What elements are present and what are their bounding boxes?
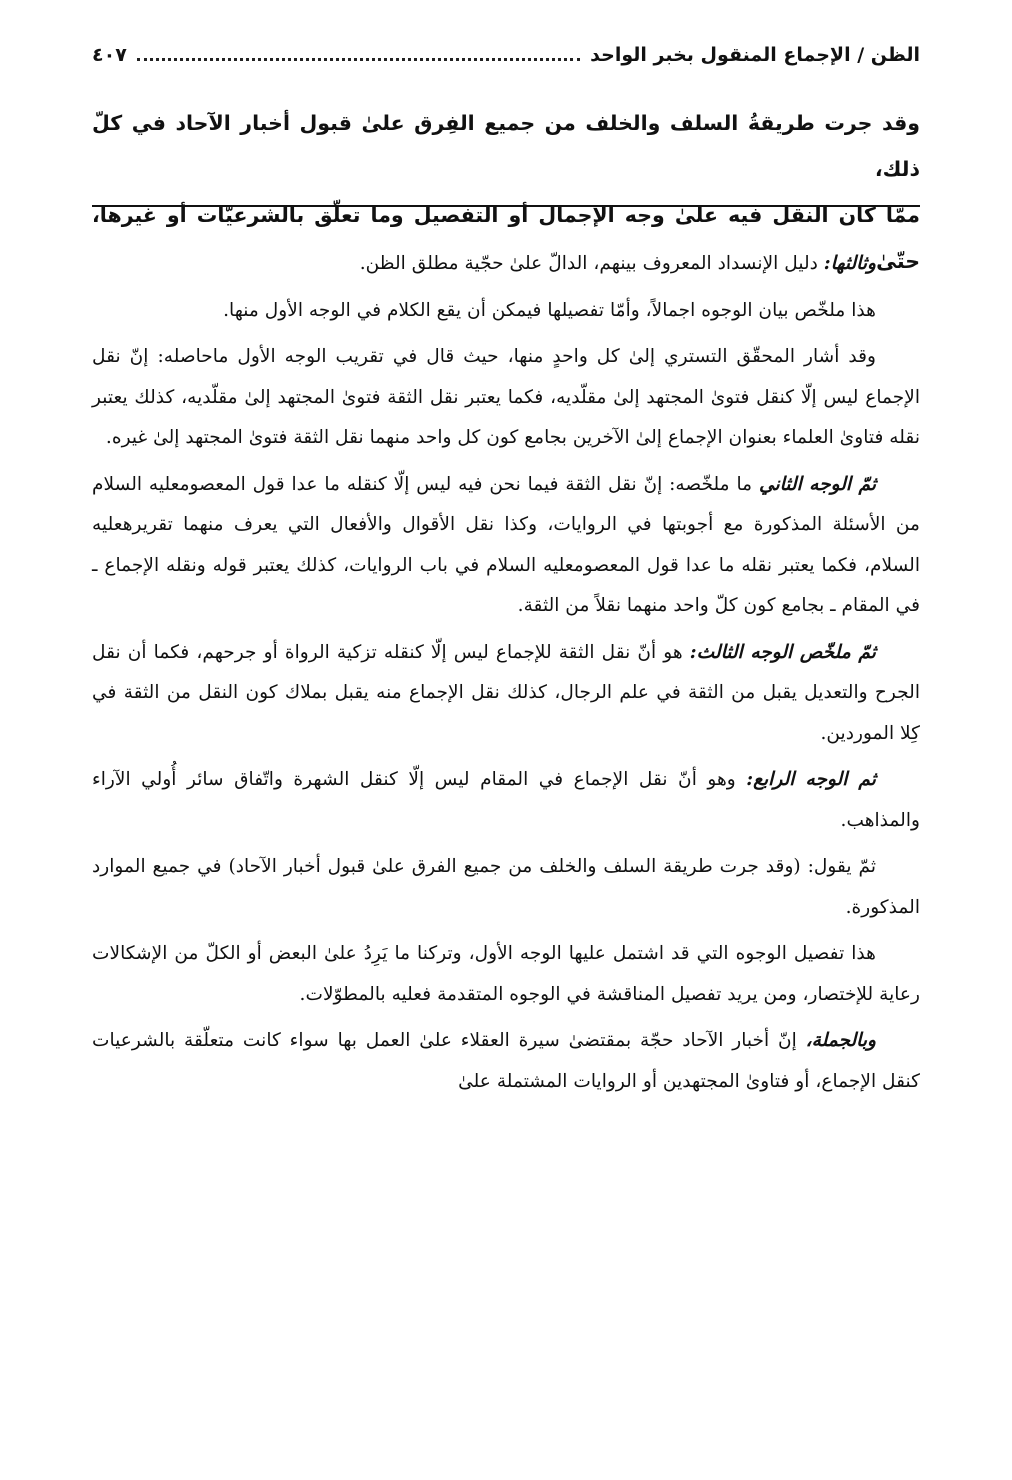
- footnote-paragraph: [92, 465, 920, 627]
- footnote-paragraph: [92, 934, 920, 1015]
- paragraph-lead: ثمّ الوجه الثاني: [758, 473, 876, 495]
- running-header: [92, 38, 920, 72]
- paragraph-text: دليل الإنسداد المعروف بينهم، الدالّ علىٰ حجّية مطلق الظن.: [359, 253, 824, 274]
- paragraph-lead: وثالثها:: [823, 253, 876, 274]
- dot-leader: [137, 58, 580, 61]
- main-text-line: وقد جرت طريقةُ السلف والخلف من جميع الفِرق علىٰ قبول أخبار الآحاد في كلّ ذلك،: [92, 111, 920, 181]
- paragraph-lead: ثمّ ملخّص الوجه الثالث:: [689, 641, 876, 663]
- main-text-line: ممّا كان النقل فيه علىٰ وجه الإجمال أو التفصيل وما تعلّق بالشرعيّات أو غيرها، حتّىٰ: [92, 203, 920, 273]
- paragraph-text: ثمّ يقول: (وقد جرت طريقة السلف والخلف من جميع الفرق علىٰ قبول أخبار الآحاد) في جميع الموارد المذكورة.: [92, 856, 920, 918]
- paragraph-text: هو أنّ نقل الثقة للإجماع ليس إلّا كنقله تزكية الرواة أو جرحهم، فكما أن نقل الجرح والتعديل يقبل من الثقة في علم الرجال، كذلك نقل الإجماع منه يقبل بملاك كون النقل من الثقة في كِلا الموردين.: [92, 641, 920, 744]
- paragraph-lead: وبالجملة،: [805, 1030, 876, 1051]
- footnote-paragraph: [92, 847, 920, 928]
- paragraph-text: إنّ أخبار الآحاد حجّة بمقتضىٰ سيرة العقلاء علىٰ العمل بها سواء كانت متعلّقة بالشرعيات كنقل الإجماع، أو فتاوىٰ المجتهدين أو الروايات المشتملة علىٰ: [92, 1030, 920, 1092]
- paragraph-lead: ثم الوجه الرابع:: [746, 769, 876, 790]
- paragraph-text: وهو أنّ نقل الإجماع في المقام ليس إلّا كنقل الشهرة واتّفاق سائر أُولي الآراء والمذاهب.: [92, 769, 920, 831]
- book-page: [92, 0, 920, 1480]
- footnote-paragraph: [92, 337, 920, 459]
- page-number: ٤٠٧: [92, 44, 127, 66]
- footnotes: [92, 244, 920, 1108]
- paragraph-text: ما ملخّصه: إنّ نقل الثقة فيما نحن فيه ليس إلّا كنقله ما عدا قول المعصومعليه السلام من الأسئلة المذكورة مع أجوبتها في الروايات، وكذا نقل الأقوال والأفعال التي يعرف منهما تقريرهعليه السلام، فكما يعتبر نقله ما عدا قول المعصومعليه السلام في باب الروايات، كذلك يعتبر قوله ونقله الإجماع ـ في المقام ـ بجامع كون كلّ واحد منهما نقلاً من الثقة.: [92, 473, 920, 616]
- paragraph-text: هذا ملخّص بيان الوجوه اجمالاً، وأمّا تفصيلها فيمكن أن يقع الكلام في الوجه الأول منها.: [223, 299, 876, 321]
- footnote-paragraph: [92, 633, 920, 755]
- paragraph-text: وقد أشار المحقّق التستري إلىٰ كل واحدٍ منها، حيث قال في تقريب الوجه الأول ماحاصله: إنّ نقل الإجماع ليس إلّا كنقل فتوىٰ المجتهد إلىٰ مقلّديه، فكما يعتبر نقل الثقة فتوىٰ المجتهد إلىٰ مقلّديه، كذلك يعتبر نقله فتاوىٰ العلماء بعنوان الإجماع إلىٰ الآخرين بجامع كون كل واحد منهما نقل الثقة فتوىٰ المجتهد إلىٰ غيره.: [92, 346, 920, 448]
- paragraph-text: هذا تفصيل الوجوه التي قد اشتمل عليها الوجه الأول، وتركنا ما يَرِدُ علىٰ البعض أو الكلّ من الإشكالات رعاية للإختصار، ومن يريد تفصيل المناقشة في الوجوه المتقدمة فعليه بالمطوّلات.: [92, 943, 920, 1005]
- footnote-paragraph: [92, 760, 920, 841]
- footnote-paragraph: [92, 1021, 920, 1102]
- running-title: الظن / الإجماع المنقول بخبر الواحد: [590, 44, 920, 66]
- footnote-separator: [92, 205, 920, 207]
- footnote-paragraph: [92, 291, 920, 332]
- footnote-paragraph: [92, 244, 920, 285]
